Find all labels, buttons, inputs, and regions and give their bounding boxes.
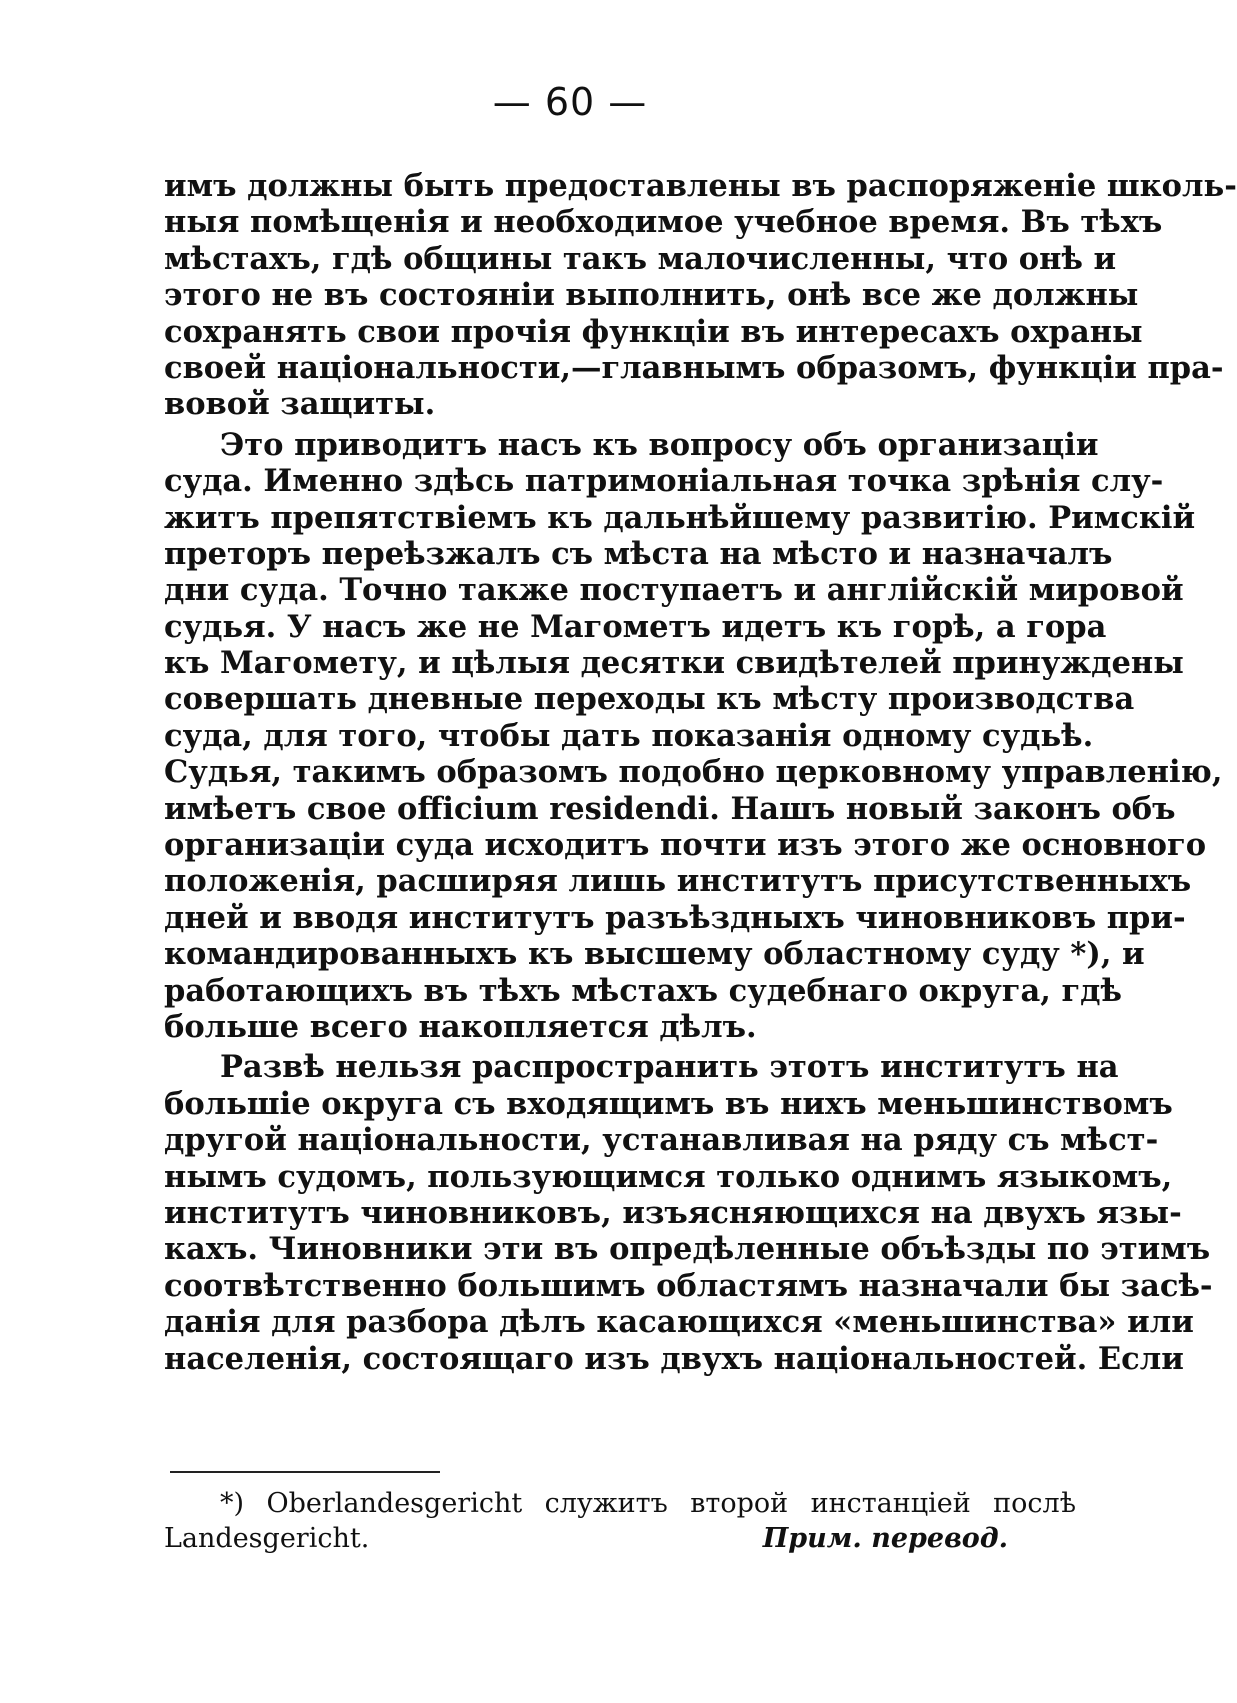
footnote-line: *) Oberlandesgericht служитъ второй инстанціей послѣ bbox=[220, 1488, 1076, 1519]
text-line: данія для разбора дѣлъ касающихся «меньшинства» или bbox=[164, 1304, 1194, 1341]
text-line: вовой защиты. bbox=[164, 386, 436, 423]
text-line: совершать дневные переходы къ мѣсту производства bbox=[164, 681, 1135, 718]
paragraph-1 bbox=[164, 168, 1237, 423]
text-line: своей національности,—главнымъ образомъ, функціи пра- bbox=[164, 349, 1224, 386]
text-line: другой національности, устанавливая на ряду съ мѣст- bbox=[164, 1122, 1159, 1159]
text-line: дни суда. Точно также поступаетъ и англійскій мировой bbox=[164, 572, 1184, 609]
text-line: этого не въ состояніи выполнить, онѣ все же должны bbox=[164, 277, 1139, 314]
text-line: имѣетъ свое officium residendi. Нашъ новый законъ объ bbox=[164, 790, 1176, 827]
paragraph-3 bbox=[164, 1049, 1213, 1377]
footnote-line-2 bbox=[164, 1521, 1076, 1556]
text-line: больше всего накопляется дѣлъ. bbox=[164, 1008, 757, 1045]
text-line: командированныхъ къ высшему областному суду *), и bbox=[164, 936, 1145, 973]
text-line: Это приводитъ насъ къ вопросу объ организаціи bbox=[220, 426, 1099, 463]
text-line: житъ препятствіемъ къ дальнѣйшему развитію. Римскій bbox=[164, 499, 1196, 536]
text-line: преторъ переѣзжалъ съ мѣста на мѣсто и назначалъ bbox=[164, 535, 1113, 572]
footnote-text: Landesgericht. bbox=[164, 1523, 370, 1554]
page-number: — 60 — bbox=[492, 80, 648, 124]
text-line: нымъ судомъ, пользующимся только однимъ языкомъ, bbox=[164, 1158, 1173, 1195]
text-line: соотвѣтственно большимъ областямъ назначали бы засѣ- bbox=[164, 1267, 1213, 1304]
text-line: дней и вводя институтъ разъѣздныхъ чиновниковъ при- bbox=[164, 899, 1186, 936]
text-line: институтъ чиновниковъ, изъясняющихся на двухъ язы- bbox=[164, 1194, 1182, 1231]
main-text bbox=[164, 168, 1237, 1377]
footnote-divider bbox=[170, 1471, 440, 1473]
text-line: ныя помѣщенія и необходимое учебное время. Въ тѣхъ bbox=[164, 204, 1163, 241]
text-line: большіе округа съ входящимъ въ нихъ меньшинствомъ bbox=[164, 1085, 1173, 1122]
text-line: суда, для того, чтобы дать показанія одному судьѣ. bbox=[164, 717, 1094, 754]
text-line: къ Магомету, и цѣлыя десятки свидѣтелей принуждены bbox=[164, 645, 1184, 682]
text-line: суда. Именно здѣсь патримоніальная точка зрѣнія слу- bbox=[164, 463, 1164, 500]
text-line: кахъ. Чиновники эти въ опредѣленные объѣзды по этимъ bbox=[164, 1231, 1211, 1268]
text-line: положенія, расширяя лишь институтъ присутственныхъ bbox=[164, 863, 1192, 900]
translator-note: Прим. перевод. bbox=[762, 1523, 1008, 1554]
text-line: организаціи суда исходитъ почти изъ этого же основного bbox=[164, 827, 1207, 864]
text-line: сохранять свои прочія функціи въ интересахъ охраны bbox=[164, 313, 1143, 350]
text-line: судья. У насъ же не Магометъ идетъ къ горѣ, а гора bbox=[164, 608, 1107, 645]
text-line: Судья, такимъ образомъ подобно церковному управленію, bbox=[164, 754, 1223, 791]
text-line: имъ должны быть предоставлены въ распоряженіе школь- bbox=[164, 168, 1237, 204]
text-line: Развѣ нельзя распространить этотъ институтъ на bbox=[220, 1049, 1119, 1086]
text-line: населенія, состоящаго изъ двухъ національностей. Если bbox=[164, 1340, 1184, 1377]
paragraph-2 bbox=[164, 426, 1223, 1046]
text-line: работающихъ въ тѣхъ мѣстахъ судебнаго округа, гдѣ bbox=[164, 972, 1122, 1009]
text-line: мѣстахъ, гдѣ общины такъ малочисленны, что онѣ и bbox=[164, 240, 1117, 277]
footnote bbox=[164, 1486, 1076, 1556]
